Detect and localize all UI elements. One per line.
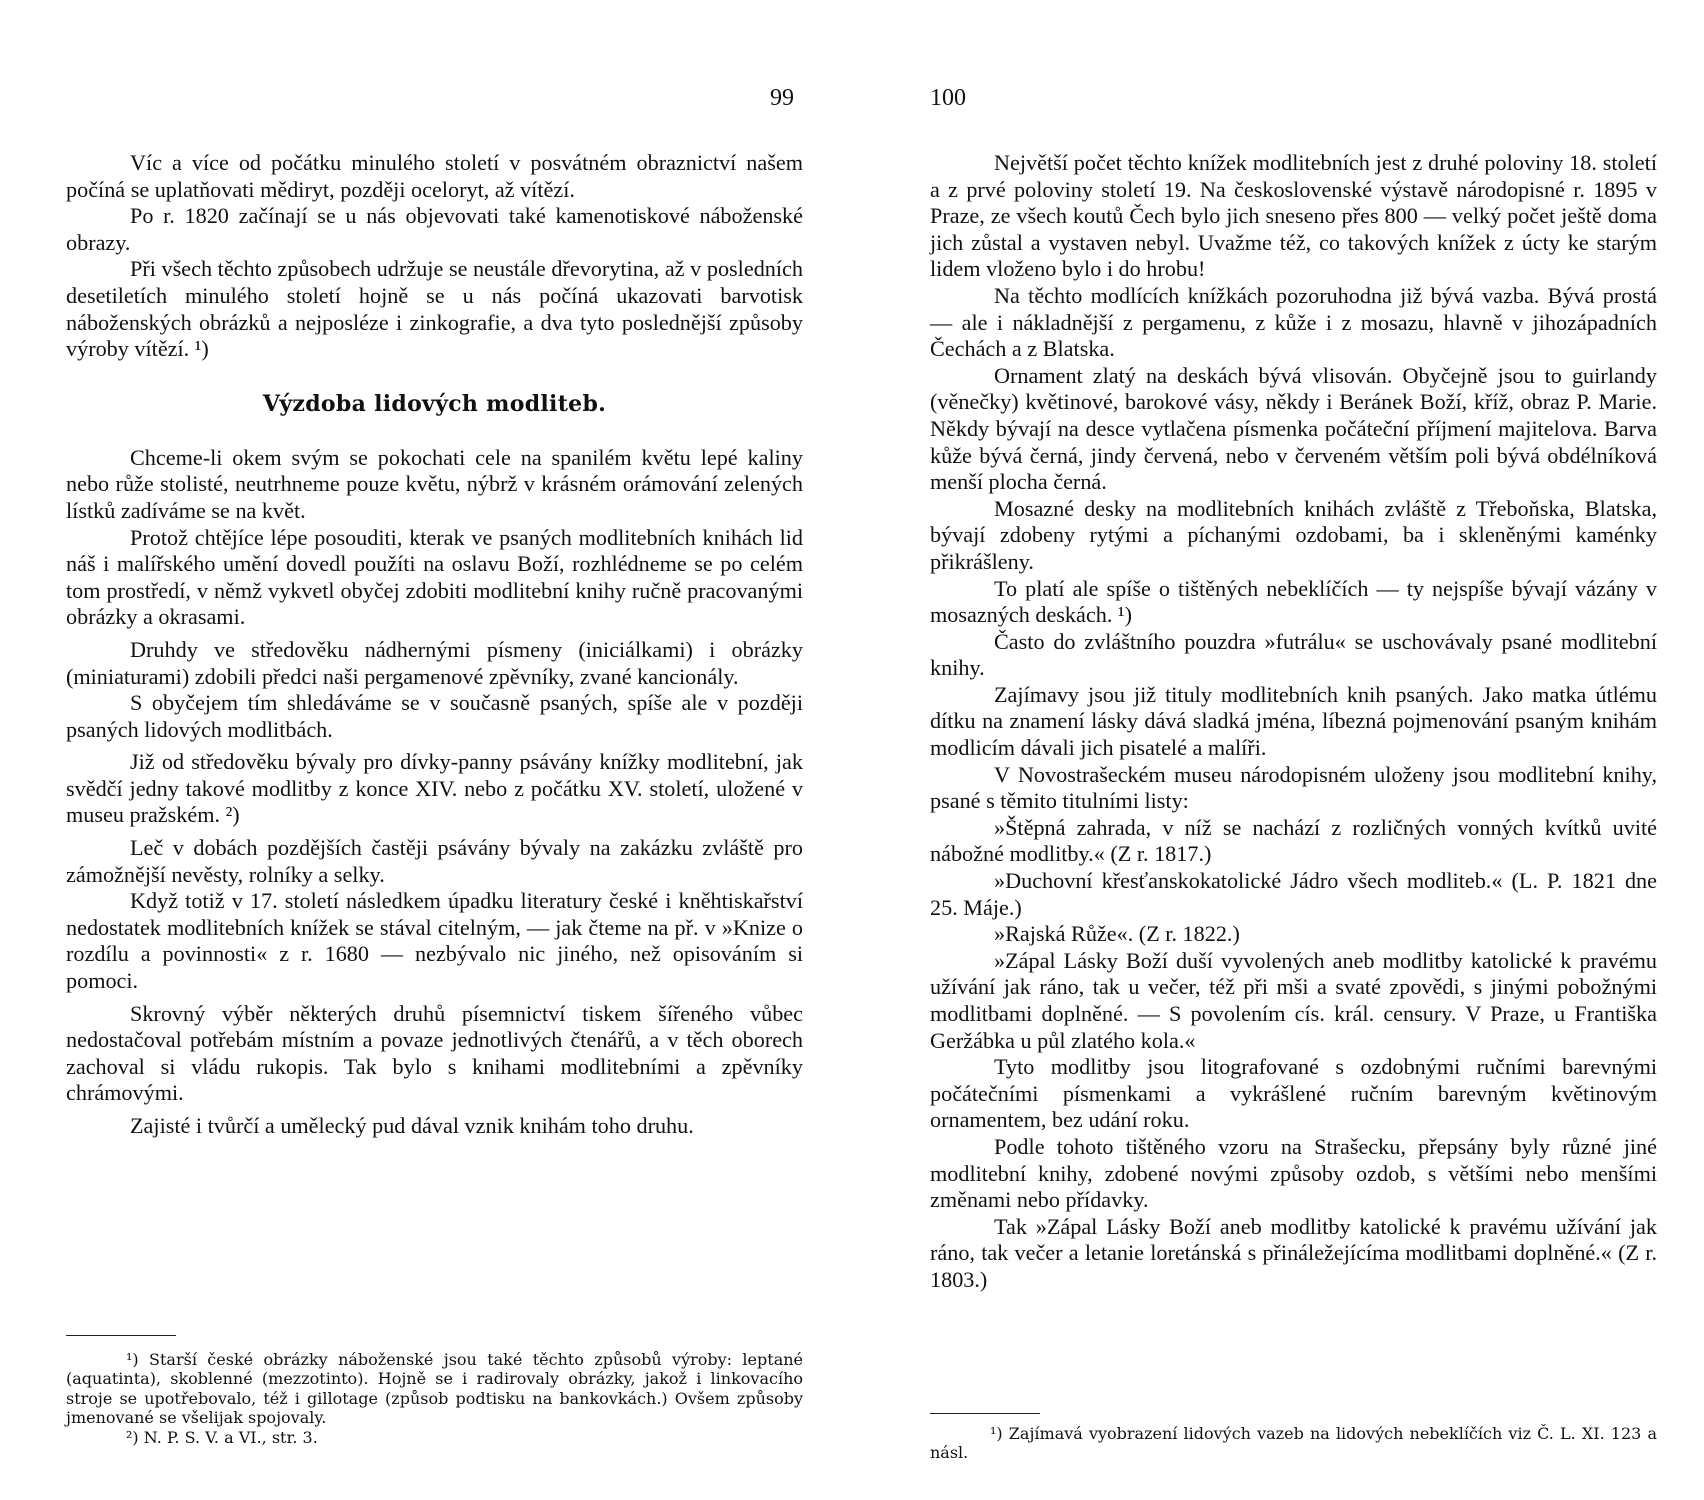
paragraph: Tyto modlitby jsou litografované s ozdobnými ručními barevnými počátečními písmenkami a vykrášlené ručním barevným květinovým ornamentem, bez udání roku. xyxy=(930,1054,1657,1133)
left-text-column xyxy=(66,150,803,1140)
paragraph: To platí ale spíše o tištěných nebeklíčích — ty nejspíše bývají vázány v mosazných deskách. ¹) xyxy=(930,575,1657,628)
footnote-divider xyxy=(66,1335,176,1336)
paragraph: »Štěpná zahrada, v níž se nachází z rozličných vonných kvítků uvité nábožné modlitby.« (Z r. 1817.) xyxy=(930,814,1657,867)
footnote: ¹) Zajímavá vyobrazení lidových vazeb na lidových nebeklíčích viz Č. L. XI. 123 a násl. xyxy=(930,1424,1657,1463)
paragraph: Když totiž v 17. století následkem úpadku literatury české i kněhtiskařství nedostatek modlitebních knížek se stával citelným, — jak čteme na př. v »Knize o rozdílu a povinnosti« z r. 1680 — nezbývalo nic jiného, než opisováním si pomoci. xyxy=(66,888,803,994)
footnote: ¹) Starší české obrázky náboženské jsou také těchto způsobů výroby: leptané (aquatinta), skoblenné (mezzotinto). Hojně se i radirovaly obrázky, jakož i linkovacího stroje se upotřebovalo, též i gillotage (způsob podtisku na bankovkách.) Ovšem způsoby jmenované se všelijak spojovaly. xyxy=(66,1350,803,1428)
paragraph: Mosazné desky na modlitebních knihách zvláště z Třeboňska, Blatska, bývají zdobeny rytými a píchanými ozdobami, ba i skleněnými kaménky přikrášleny. xyxy=(930,495,1657,574)
paragraph: »Zápal Lásky Boží duší vyvolených aneb modlitby katolické k pravému užívání jak ráno, tak u večer, též při mši a svaté zpovědi, s jinými pobožnými modlitbami doplněné. — S povolením cís. král. censury. V Praze, u Františka Geržábka u půl zlatého kola.« xyxy=(930,947,1657,1053)
paragraph: S obyčejem tím shledáváme se v současně psaných, spíše ale v později psaných lidových modlitbách. xyxy=(66,690,803,742)
paragraph: Ornament zlatý na deskách bývá vlisován. Obyčejně jsou to guirlandy (věnečky) květinové, barokové vásy, někdy i Beránek Boží, kříž, obraz P. Marie. Někdy bývají na desce vytlačena písmenka počáteční příjmení majitelova. Barva kůže bývá černá, jindy červená, nebo v červeném větším poli bývá obdélníková menší plocha černá. xyxy=(930,362,1657,495)
paragraph: »Duchovní křesťanskokatolické Jádro všech modliteb.« (L. P. 1821 dne 25. Máje.) xyxy=(930,868,1657,920)
footnote: ²) N. P. S. V. a VI., str. 3. xyxy=(126,1427,318,1447)
page-number: 99 xyxy=(770,85,794,111)
paragraph: Leč v dobách pozdějších častěji psávány bývaly na zakázku zvláště pro zámožnější nevěsty, rolníky a selky. xyxy=(66,835,803,887)
footnotes xyxy=(930,1424,1657,1463)
paragraph: Tak »Zápal Lásky Boží aneb modlitby katolické k pravému užívání jak ráno, tak večer a letanie loretánská s přináležejícíma modlitbami doplněné.« (Z r. 1803.) xyxy=(930,1213,1657,1292)
paragraph: Podle tohoto tištěného vzoru na Strašecku, přepsány byly různé jiné modlitební knihy, zdobené novými způsoby ozdob, s většími nebo menšími změnami nebo přídavky. xyxy=(930,1133,1657,1213)
paragraph: Skrovný výběr některých druhů písemnictví tiskem šířeného vůbec nedostačoval potřebám místním a povaze jednotlivých čtenářů, a v těch oborech zachoval si vládu rukopis. Tak bylo s knihami modlitebními a zpěvníky chrámovými. xyxy=(66,1000,803,1106)
paragraph: Největší počet těchto knížek modlitebních jest z druhé poloviny 18. století a z prvé poloviny století 19. Na československé výstavě národopisné r. 1895 v Praze, ze všech koutů Čech bylo jich sneseno přes 800 — velký počet ještě doma jich zůstal a vystaven nebyl. Uvažme též, co takových knížek z úcty ke starým lidem vloženo bylo i do hrobu! xyxy=(930,150,1657,282)
paragraph: Na těchto modlících knížkách pozoruhodna již bývá vazba. Bývá prostá — ale i nákladnější z pergamenu, z kůže i z mosazu, hlavně v jihozápadních Čechách a z Blatska. xyxy=(930,282,1657,362)
paragraph: Chceme-li okem svým se pokochati cele na spanilém květu lepé kaliny nebo růže stolisté, neutrhneme pouze květu, nýbrž v krásném orámování zelených lístků zadíváme se na květ. xyxy=(66,444,803,523)
footnote-divider xyxy=(930,1413,1040,1414)
paragraph: »Rajská Růže«. (Z r. 1822.) xyxy=(994,921,1240,947)
paragraph: Při všech těchto způsobech udržuje se neustále dřevorytina, až v posledních desetiletích minulého století hojně se u nás počíná ukazovati barvotisk náboženských obrázků a nejposléze i zinkografie, a dva tyto poslednější způsoby výroby vítězí. ¹) xyxy=(66,256,803,362)
paragraph: Víc a více od počátku minulého století v posvátném obraznictví našem počíná se uplatňovati mědiryt, později oceloryt, až vítězí. xyxy=(66,150,803,202)
paragraph: Zajisté i tvůrčí a umělecký pud dával vznik knihám toho druhu. xyxy=(130,1113,694,1138)
paragraph: V Novostrašeckém museu národopisném uloženy jsou modlitební knihy, psané s těmito titulními listy: xyxy=(930,761,1657,814)
paragraph: Po r. 1820 začínají se u nás objevovati také kamenotiskové náboženské obrazy. xyxy=(66,203,803,255)
section-heading: Výzdoba lidových modliteb. xyxy=(262,390,607,417)
right-text-column xyxy=(930,150,1657,1294)
paragraph: Již od středověku bývaly pro dívky-panny psávány knížky modlitební, jak svědčí jedny takové modlitby z konce XIV. nebo z počátku XV. století, uložené v museu pražském. ²) xyxy=(66,749,803,828)
paragraph: Druhdy ve středověku nádhernými písmeny (iniciálkami) i obrázky (miniaturami) zdobili předci naši pergamenové zpěvníky, zvané kancionály. xyxy=(66,636,803,689)
paragraph: Protož chtějíce lépe posouditi, kterak ve psaných modlitebních knihách lid náš i malířského umění dovedl použíti na oslavu Boží, rozhlédneme se po celém tom prostředí, v němž vykvetl obyčej zdobiti modlitební knihy ručně pracovanými obrázky a okrasami. xyxy=(66,524,803,630)
footnotes xyxy=(66,1350,803,1447)
page-number: 100 xyxy=(930,85,966,111)
paragraph: Zajímavy jsou již tituly modlitebních knih psaných. Jako matka útlému dítku na znamení lásky dává sladká jména, líbezná pojmenování psaným knihám modlicím dávali jich pisatelé a malíři. xyxy=(930,681,1657,761)
right-page xyxy=(852,0,1704,1500)
paragraph: Často do zvláštního pouzdra »futrálu« se uschovávaly psané modlitební knihy. xyxy=(930,628,1657,681)
